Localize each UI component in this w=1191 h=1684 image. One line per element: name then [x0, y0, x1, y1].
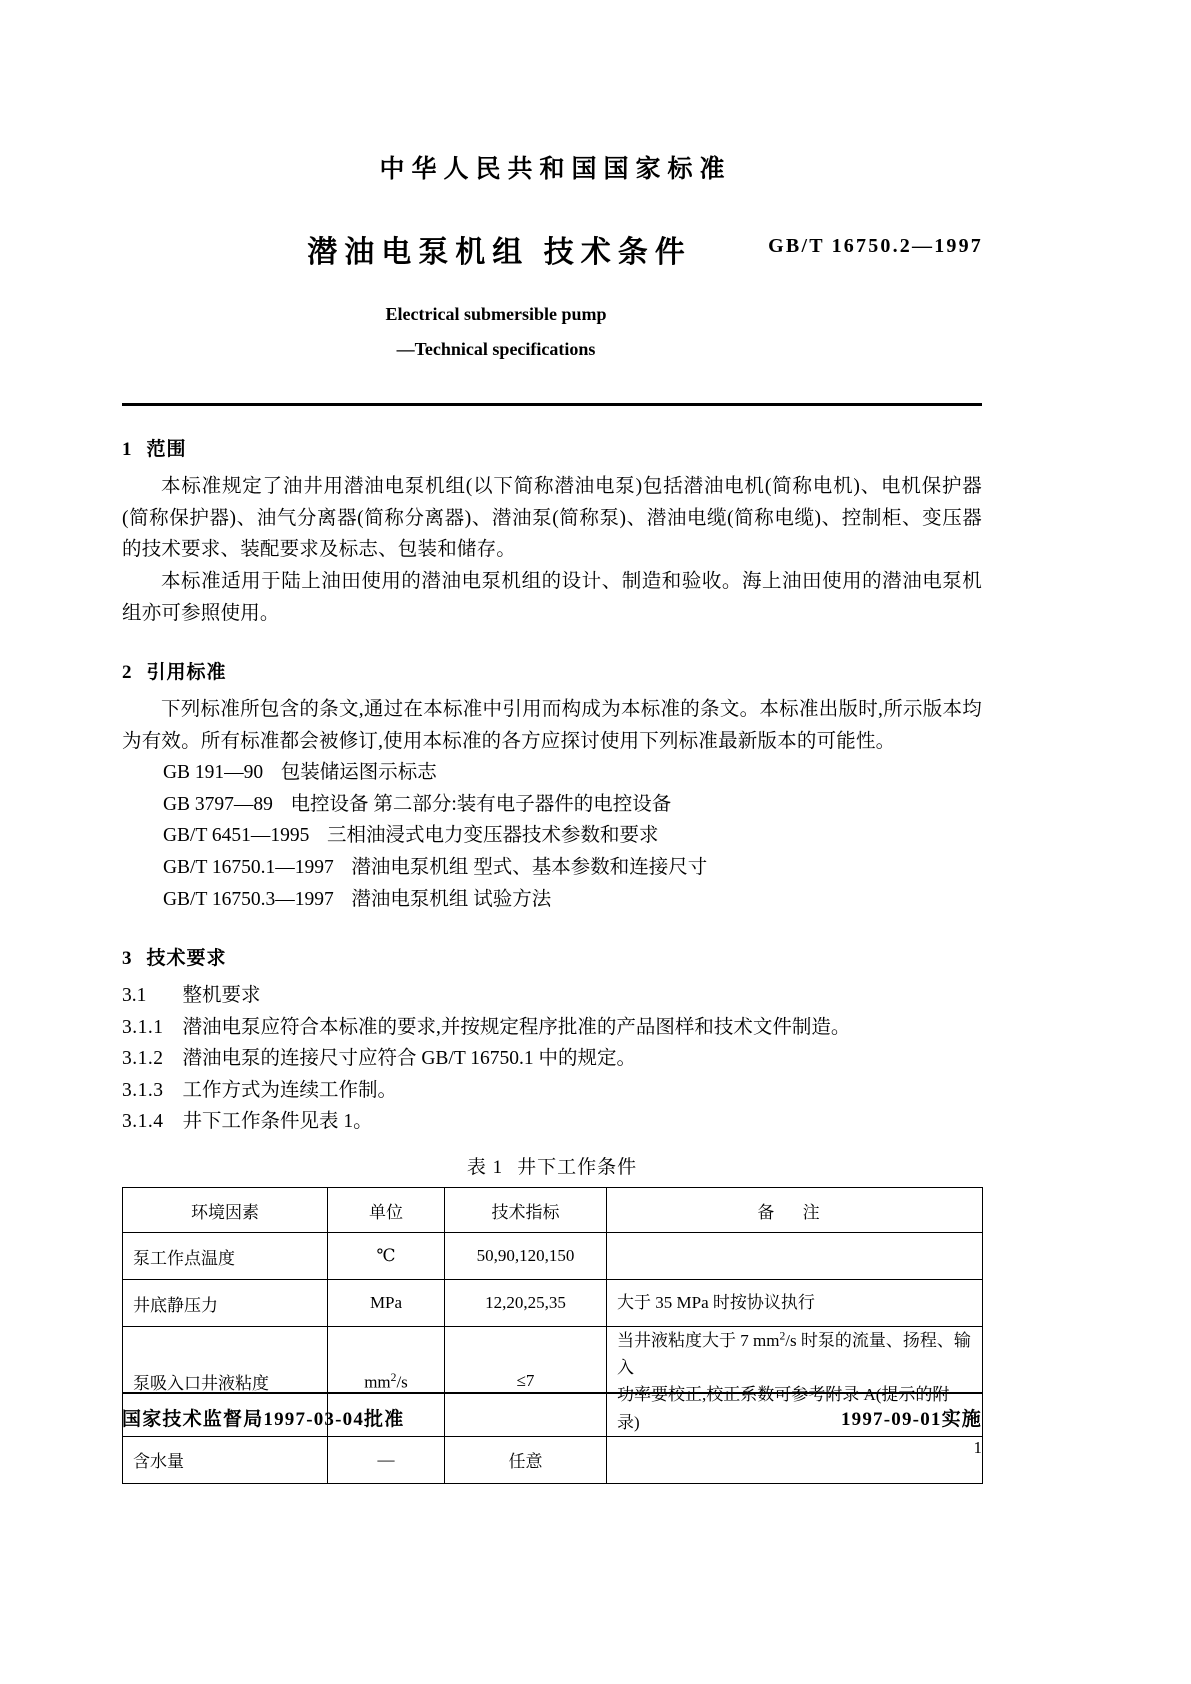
list-item — [122, 852, 982, 884]
reference-code: GB/T 16750.3—1997 — [162, 888, 334, 910]
page-number: 1 — [973, 1438, 982, 1457]
clause-number: 3.1.4 — [122, 1111, 164, 1133]
cell-note — [607, 1436, 983, 1483]
table-1-body — [123, 1233, 983, 1484]
reference-title: 电控设备 第二部分:装有电子器件的电控设备 — [290, 793, 672, 815]
list-item — [122, 820, 982, 852]
header-divider — [122, 403, 982, 406]
section-3-1-title: 整机要求 — [182, 985, 261, 1007]
list-item — [122, 789, 982, 821]
unit-base: mm — [364, 1372, 391, 1392]
reference-code: GB/T 6451—1995 — [162, 825, 310, 847]
cell-unit: — — [328, 1436, 445, 1483]
column-header-unit: 单位 — [328, 1188, 445, 1233]
document-title: 潜油电泵机组 技术条件 — [307, 236, 692, 269]
column-header-spec: 技术指标 — [445, 1188, 607, 1233]
cell-factor: 泵工作点温度 — [123, 1233, 328, 1280]
clause-3-1-4 — [122, 1106, 982, 1138]
unit-tail: /s — [396, 1372, 408, 1392]
masthead — [122, 0, 982, 367]
section-2-heading — [122, 657, 982, 684]
referenced-standards-list — [122, 757, 982, 915]
cell-spec: ≤7 — [445, 1327, 607, 1437]
reference-code: GB/T 16750.1—1997 — [162, 856, 334, 878]
clause-text: 井下工作条件见表 1。 — [182, 1111, 373, 1133]
clause-number: 3.1.1 — [122, 1016, 164, 1038]
clause-3-1-2 — [122, 1043, 982, 1075]
cell-factor: 泵吸入口井液粘度 — [123, 1327, 328, 1437]
clause-text: 潜油电泵应符合本标准的要求,并按规定程序批准的产品图样和技术文件制造。 — [182, 1016, 851, 1038]
section-1-paragraph-2: 本标准适用于陆上油田使用的潜油电泵机组的设计、制造和验收。海上油田使用的潜油电泵机组亦可参照使用。 — [122, 570, 982, 624]
reference-code: GB 3797—89 — [162, 793, 273, 815]
cell-factor: 井底静压力 — [123, 1280, 328, 1327]
table-header-row — [123, 1188, 983, 1233]
section-3-title: 技术要求 — [146, 948, 227, 970]
column-header-factor: 环境因素 — [123, 1188, 328, 1233]
national-standard-line: 中华人民共和国国家标准 — [379, 156, 732, 183]
cell-spec: 任意 — [445, 1436, 607, 1483]
reference-title: 包装储运图示标志 — [280, 762, 437, 784]
cell-spec: 50,90,120,150 — [445, 1233, 607, 1280]
table-1-caption-title: 井下工作条件 — [517, 1157, 638, 1179]
clause-text: 潜油电泵的连接尺寸应符合 GB/T 16750.1 中的规定。 — [182, 1048, 637, 1070]
note-line-1: 当井液粘度大于 7 $mm^2/s$ 时泵的流量、扬程、输入 — [617, 1329, 971, 1378]
section-1-heading — [122, 434, 982, 461]
clause-3-1-1 — [122, 1012, 982, 1044]
cell-note: 大于 35 MPa 时按协议执行 — [607, 1280, 983, 1327]
standard-number: GB/T 16750.2—1997 — [768, 235, 983, 257]
table-1-caption — [122, 1152, 982, 1179]
list-item — [122, 757, 982, 789]
table-1-working-conditions — [122, 1187, 983, 1484]
section-3-1-number: 3.1 — [122, 985, 147, 1007]
list-item — [122, 884, 982, 916]
section-2-number: 2 — [122, 662, 133, 684]
section-2-paragraph-1: 下列标准所包含的条文,通过在本标准中引用而构成为本标准的条文。本标准出版时,所示版本均为有效。所有标准都会被修订,使用本标准的各方应探讨使用下列标准最新版本的可能性。 — [122, 699, 982, 752]
english-title-line-1: Electrical submersible pump — [385, 304, 607, 324]
clause-text: 工作方式为连续工作制。 — [182, 1079, 397, 1101]
english-title — [66, 297, 926, 367]
cell-factor: 含水量 — [123, 1436, 328, 1483]
footer-divider — [122, 1392, 982, 1394]
footer-row — [122, 1404, 982, 1431]
table-row — [123, 1436, 983, 1483]
clause-number: 3.1.2 — [122, 1048, 164, 1070]
cell-spec: 12,20,25,35 — [445, 1280, 607, 1327]
clause-number: 3.1.3 — [122, 1079, 164, 1101]
section-3-number: 3 — [122, 948, 133, 970]
reference-title: 潜油电泵机组 试验方法 — [351, 888, 552, 910]
table-1-caption-number: 表 1 — [466, 1157, 504, 1179]
section-2-title: 引用标准 — [146, 662, 227, 684]
title-row — [122, 227, 982, 273]
table-row — [123, 1233, 983, 1280]
english-title-line-2: —Technical specifications — [396, 339, 596, 360]
cell-unit: MPa — [328, 1280, 445, 1327]
column-header-note: 备 注 — [607, 1188, 983, 1233]
section-1-title: 范围 — [146, 439, 187, 461]
section-3-heading — [122, 943, 982, 970]
clause-3-1-3 — [122, 1075, 982, 1107]
page-footer — [122, 1392, 982, 1457]
reference-title: 潜油电泵机组 型式、基本参数和连接尺寸 — [351, 856, 708, 878]
page-content — [122, 0, 982, 1484]
section-3-1-heading — [122, 980, 982, 1012]
table-row — [123, 1280, 983, 1327]
implementation-text: 1997-09-01实施 — [840, 1409, 982, 1430]
cell-unit: ℃ — [328, 1233, 445, 1280]
table-1-head — [123, 1188, 983, 1233]
reference-code: GB 191—90 — [162, 762, 264, 784]
approval-text: 国家技术监督局1997-03-04批准 — [122, 1409, 405, 1430]
section-1-number: 1 — [122, 439, 133, 461]
note-line-2: 功率要校正,校正系数可参考附录 A(提示的附录) — [617, 1385, 950, 1432]
section-1-paragraph-1: 本标准规定了油井用潜油电泵机组(以下简称潜油电泵)包括潜油电机(简称电机)、电机保护器(简称保护器)、油气分离器(简称分离器)、潜油泵(简称泵)、潜油电缆(简称电缆)、控制柜、变压器的技术要求、装配要求及标志、包装和储存。 — [122, 476, 982, 561]
unit-exponent: 2 — [390, 1370, 397, 1384]
cell-note — [607, 1233, 983, 1280]
reference-title: 三相油浸式电力变压器技术参数和要求 — [326, 825, 659, 847]
